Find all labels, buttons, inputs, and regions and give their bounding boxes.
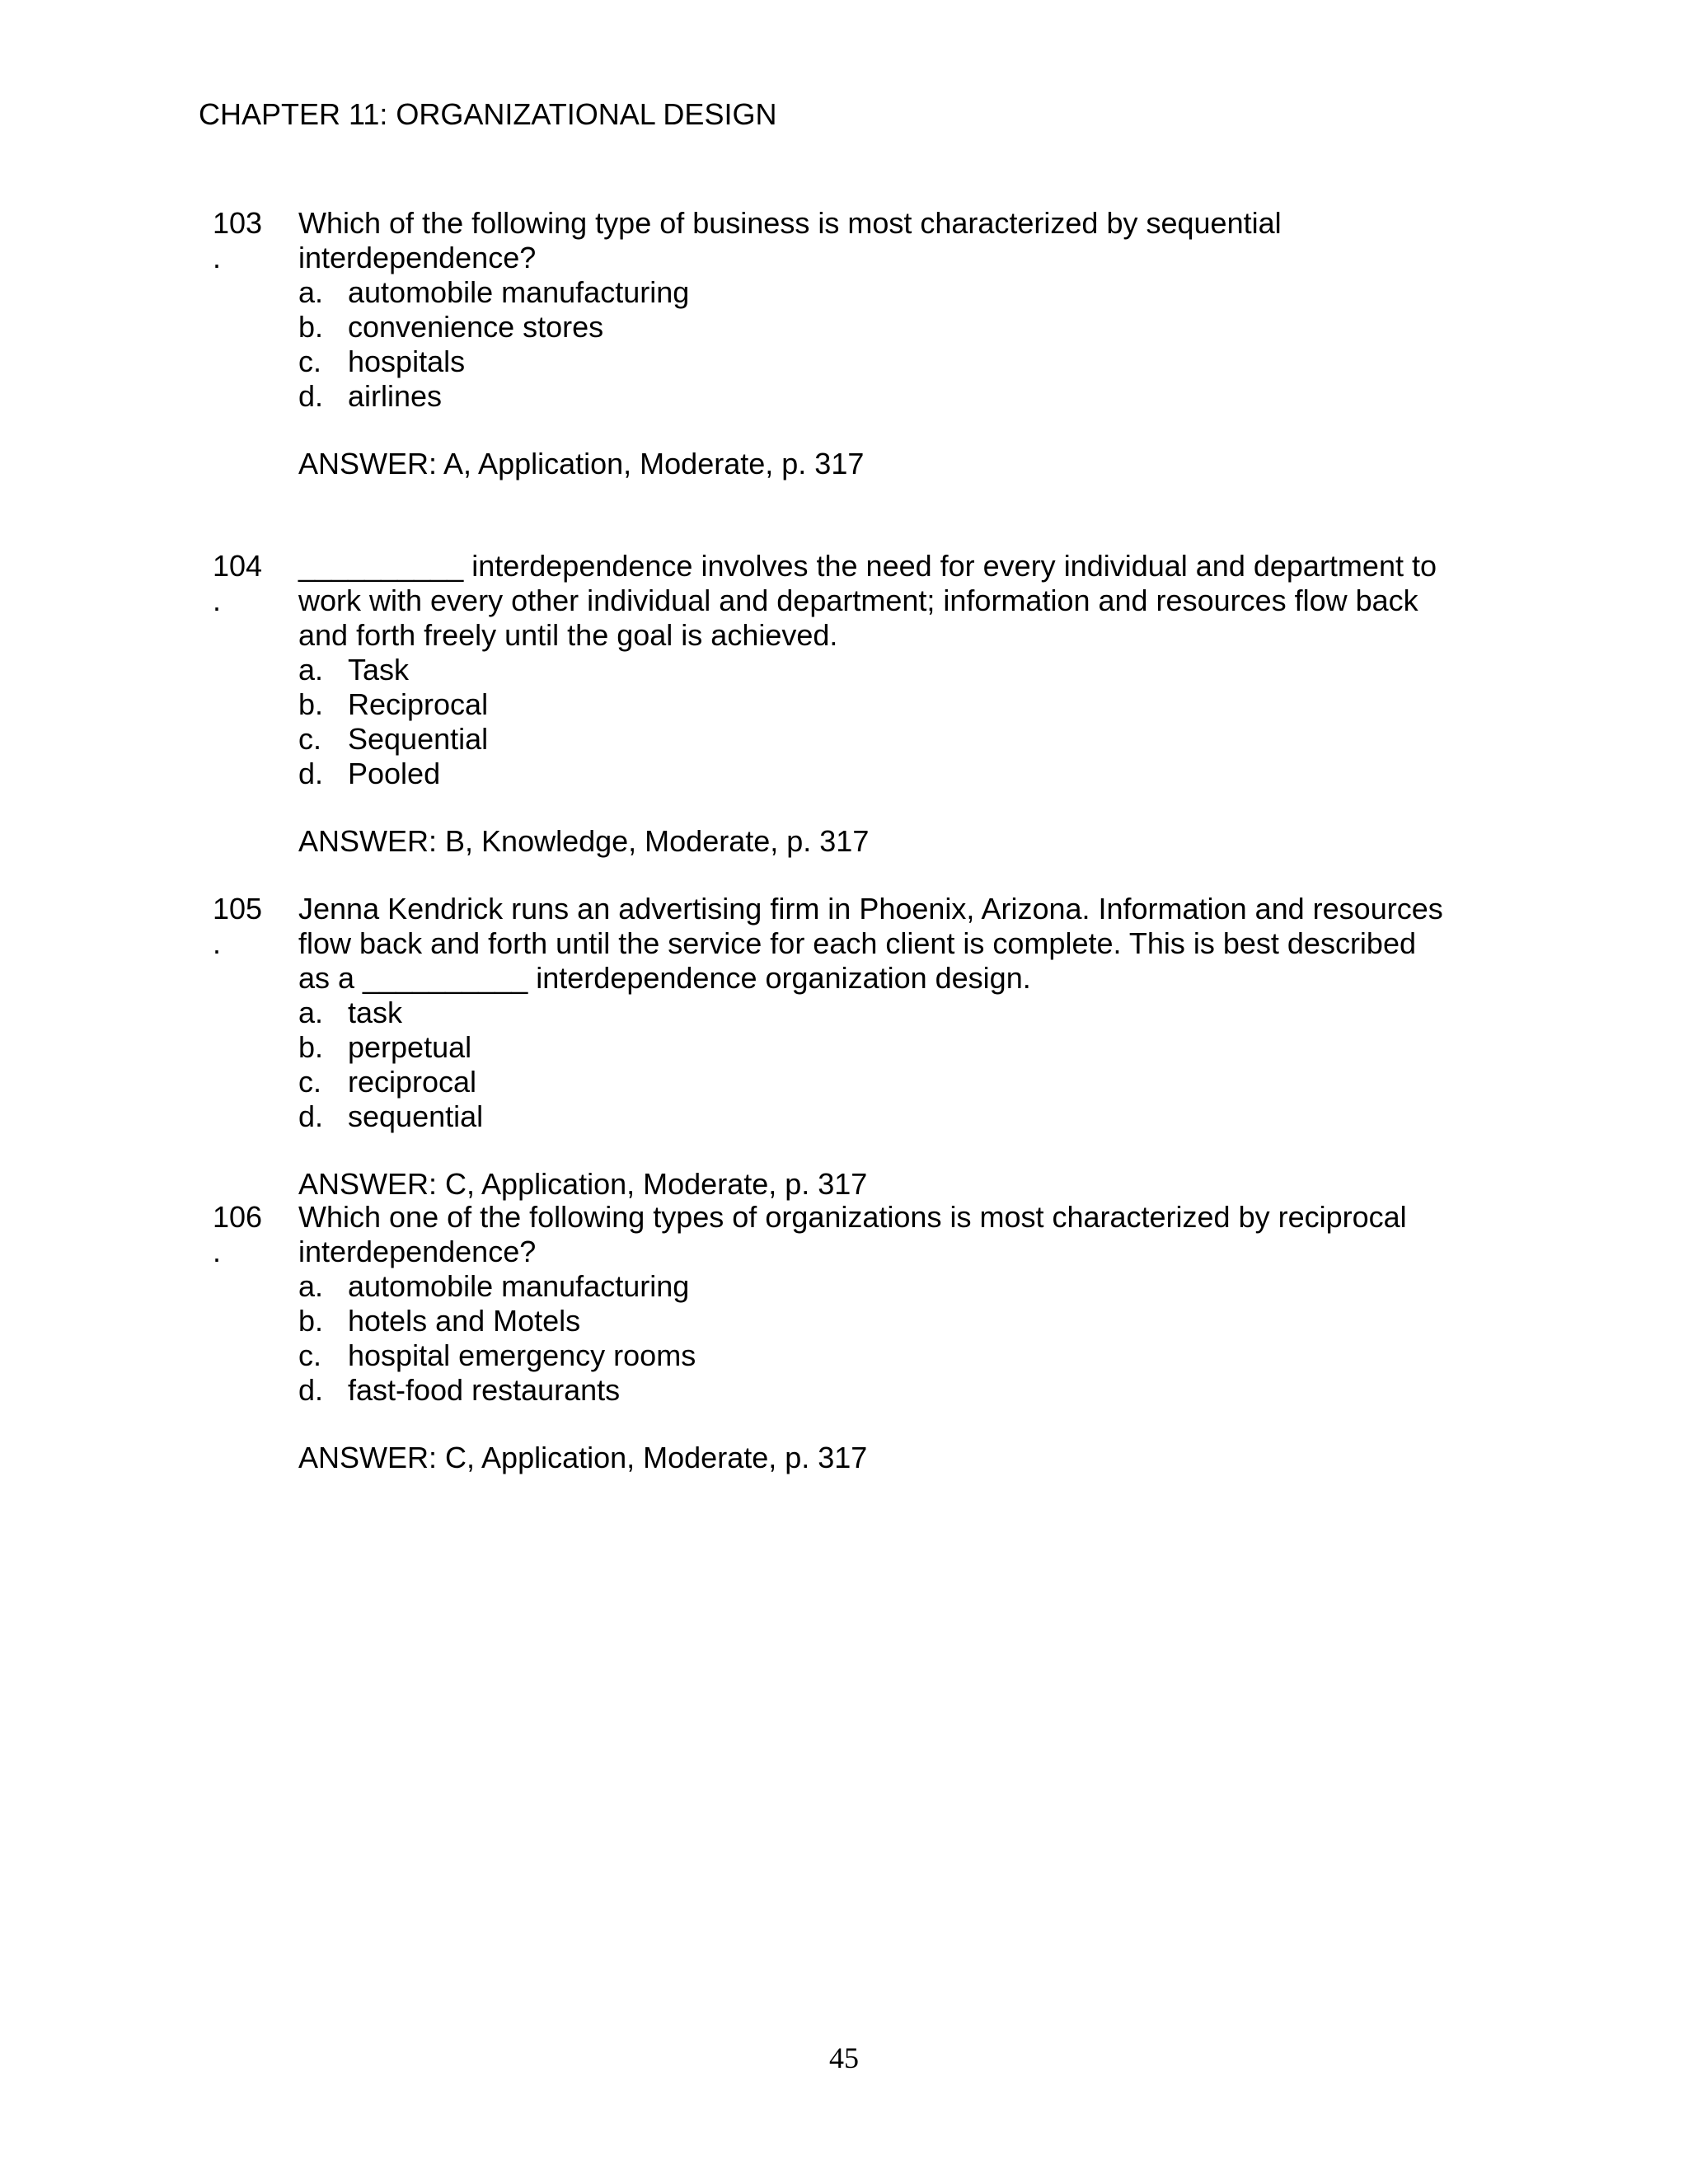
option-letter: d. [298, 379, 324, 413]
option-letter: c. [298, 1065, 322, 1099]
question-stem-line: and forth freely until the goal is achieved. [298, 618, 838, 652]
question-stem-line: flow back and forth until the service for each client is complete. This is best described [298, 926, 1416, 960]
option-text: Task [348, 653, 410, 687]
option-text: Reciprocal [348, 687, 489, 721]
option-letter: a. [298, 996, 324, 1029]
answer-option [298, 1030, 1502, 1065]
answer-option [298, 687, 1502, 722]
option-text: Pooled [348, 757, 441, 790]
option-text: hospital emergency rooms [348, 1338, 696, 1372]
option-letter: d. [298, 1373, 324, 1407]
question-body [298, 1200, 1502, 1475]
option-text: reciprocal [348, 1065, 477, 1099]
question-stem-line: Which of the following type of business is most characterized by sequential [298, 206, 1282, 240]
question-stem-line: interdependence? [298, 1235, 537, 1268]
answer-option [298, 310, 1502, 344]
option-text: automobile manufacturing [348, 1269, 690, 1303]
answer-option [298, 344, 1502, 379]
option-letter: d. [298, 1099, 324, 1133]
option-letter: b. [298, 687, 324, 721]
question-stem-line: __________ interdependence involves the need for every individual and department to [298, 549, 1437, 583]
option-letter: a. [298, 653, 324, 687]
option-letter: d. [298, 757, 324, 790]
option-text: convenience stores [348, 310, 604, 344]
option-letter: b. [298, 310, 324, 344]
question-number: 104 [213, 549, 263, 583]
answer-option [298, 722, 1502, 757]
question-number: 105 [213, 892, 263, 926]
chapter-title: CHAPTER 11: ORGANIZATIONAL DESIGN [199, 97, 777, 131]
question-stem-line: Which one of the following types of organizations is most characterized by reciprocal [298, 1200, 1407, 1234]
option-text: Sequential [348, 722, 489, 756]
answer-option [298, 1338, 1502, 1373]
answer-option [298, 1373, 1502, 1408]
answer-key: ANSWER: A, Application, Moderate, p. 317 [298, 447, 865, 480]
answer-option [298, 379, 1502, 414]
answer-option [298, 996, 1502, 1030]
answer-key: ANSWER: B, Knowledge, Moderate, p. 317 [298, 824, 870, 858]
question-stem-line: interdependence? [298, 241, 537, 274]
answer-option [298, 1065, 1502, 1099]
option-text: airlines [348, 379, 443, 413]
answer-option [298, 1099, 1502, 1134]
answer-option [298, 1269, 1502, 1304]
question-number-dot: . [213, 241, 222, 274]
answer-option [298, 653, 1502, 687]
answer-option [298, 1304, 1502, 1338]
answer-key: ANSWER: C, Application, Moderate, p. 317 [298, 1441, 868, 1474]
question-number-dot: . [213, 1235, 222, 1268]
question-number-dot: . [213, 926, 222, 960]
option-letter: c. [298, 1338, 322, 1372]
option-letter: b. [298, 1030, 324, 1064]
question-stem-line: Jenna Kendrick runs an advertising firm in Phoenix, Arizona. Information and resources [298, 892, 1443, 926]
answer-key: ANSWER: C, Application, Moderate, p. 317 [298, 1167, 868, 1201]
option-text: hospitals [348, 344, 466, 378]
question-stem-line: as a __________ interdependence organization design. [298, 961, 1031, 995]
question-number: 106 [213, 1200, 263, 1234]
option-text: perpetual [348, 1030, 472, 1064]
option-letter: a. [298, 275, 324, 309]
answer-option [298, 275, 1502, 310]
option-letter: a. [298, 1269, 324, 1303]
question-body [298, 206, 1502, 481]
page-number: 45 [829, 2041, 859, 2074]
option-text: automobile manufacturing [348, 275, 690, 309]
option-text: task [348, 996, 403, 1029]
option-text: hotels and Motels [348, 1304, 581, 1338]
option-letter: c. [298, 722, 322, 756]
question-stem-line: work with every other individual and department; information and resources flow back [298, 583, 1418, 617]
option-text: sequential [348, 1099, 484, 1133]
question-body [298, 549, 1502, 859]
option-text: fast-food restaurants [348, 1373, 621, 1407]
option-letter: b. [298, 1304, 324, 1338]
question-number-dot: . [213, 583, 222, 617]
answer-option [298, 757, 1502, 791]
option-letter: c. [298, 344, 322, 378]
question-number: 103 [213, 206, 263, 240]
question-body [298, 892, 1502, 1202]
